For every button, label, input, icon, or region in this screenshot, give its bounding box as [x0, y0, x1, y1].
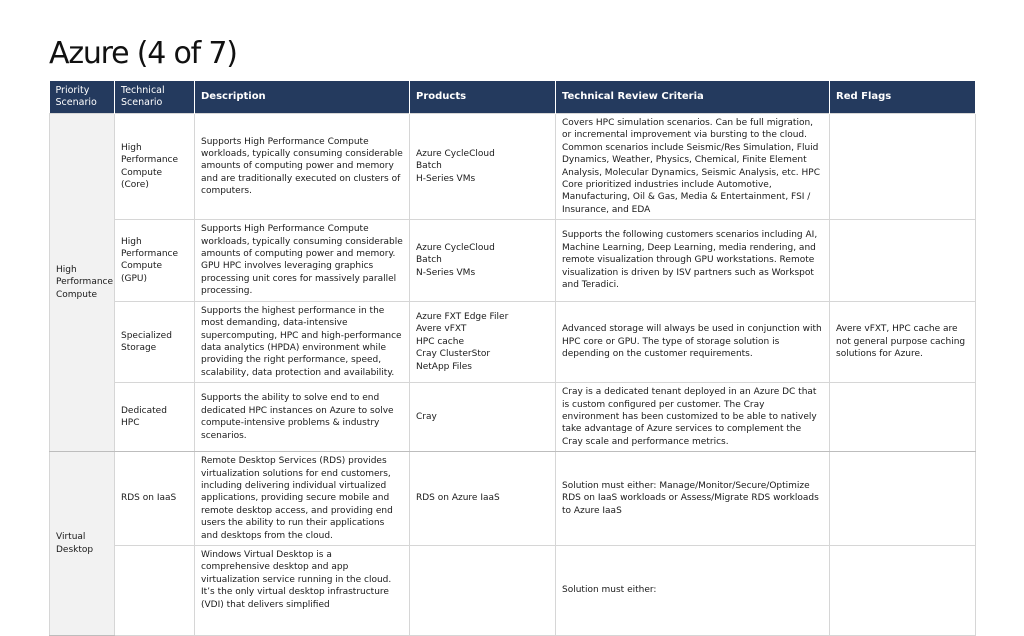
criteria-cell: Solution must either: — [556, 546, 830, 636]
product-item: H-Series VMs — [416, 173, 476, 184]
products-cell — [410, 383, 556, 452]
table-row — [50, 452, 976, 546]
product-item: RDS on Azure IaaS — [416, 493, 500, 504]
description-cell: Remote Desktop Services (RDS) provides virtualization solutions for end customers, including delivering individual virtualized applications, providing secure mobile and remote desktop access, and providing end users the ability to run their applications and desktops from the cloud. — [195, 452, 410, 546]
red-flags-cell — [830, 452, 976, 546]
criteria-cell: Covers HPC simulation scenarios. Can be full migration, or incremental improvement via bursting to the cloud. Common scenarios include Seismic/Res Simulation, Fluid Dynamics, Weather, Physics, Chemical, Finite Element Analysis, Molecular Dynamics, Seismic Analysis, etc. HPC Core prioritized industries include Automotive, Manufacturing, Oil & Gas, Media & Entertainment, FSI / Insurance, and EDA — [556, 114, 830, 220]
header-technical-review-criteria: Technical Review Criteria — [556, 81, 830, 114]
description-cell: Supports High Performance Compute workloads, typically consuming considerable amounts of computing power and memory and are traditionally executed on clusters of computers. — [195, 114, 410, 220]
products-cell — [410, 220, 556, 301]
red-flags-cell — [830, 114, 976, 220]
table-row — [50, 546, 976, 636]
table-row — [50, 301, 976, 382]
product-item: Azure CycleCloud — [416, 242, 495, 253]
product-item: N-Series VMs — [416, 267, 476, 278]
technical-scenario-cell: High Performance Compute (Core) — [115, 114, 195, 220]
product-item: Azure CycleCloud — [416, 149, 495, 160]
priority-scenario-cell: Virtual Desktop — [50, 452, 115, 636]
description-cell: Supports the ability to solve end to end dedicated HPC instances on Azure to solve compute-intensive problems & industry scenarios. — [195, 383, 410, 452]
criteria-cell: Supports the following customers scenarios including AI, Machine Learning, Deep Learning, media rendering, and remote visualization through GPU workstations. Remote visualization is driven by ISV partners such as Workspot and Teradici. — [556, 220, 830, 301]
red-flags-cell — [830, 383, 976, 452]
product-item: NetApp Files — [416, 361, 472, 372]
header-red-flags: Red Flags — [830, 81, 976, 114]
product-item: HPC cache — [416, 336, 464, 347]
products-cell — [410, 452, 556, 546]
priority-scenario-cell: High Performance Compute — [50, 114, 115, 452]
red-flags-cell: Avere vFXT, HPC cache are not general purpose caching solutions for Azure. — [830, 301, 976, 382]
red-flags-cell — [830, 546, 976, 636]
technical-scenario-cell: Dedicated HPC — [115, 383, 195, 452]
table-row — [50, 114, 976, 220]
description-cell: Windows Virtual Desktop is a comprehensive desktop and app virtualization service running in the cloud. It’s the only virtual desktop infrastructure (VDI) that delivers simplified — [195, 546, 410, 636]
product-item: Azure FXT Edge Filer — [416, 311, 509, 322]
product-item: Avere vFXT — [416, 324, 467, 335]
table-header-row — [50, 81, 976, 114]
description-cell: Supports High Performance Compute workloads, typically consuming considerable amounts of computing power and memory. GPU HPC involves leveraging graphics processing unit cores for massively parallel processing. — [195, 220, 410, 301]
page-title: Azure (4 of 7) — [49, 36, 237, 71]
description-cell: Supports the highest performance in the most demanding, data-intensive supercomputing, HPC and high-performance data analytics (HPDA) environment while providing the right performance, speed, scalability, data protection and availability. — [195, 301, 410, 382]
red-flags-cell — [830, 220, 976, 301]
technical-scenario-cell: Specialized Storage — [115, 301, 195, 382]
table-row — [50, 220, 976, 301]
technical-scenario-cell — [115, 546, 195, 636]
header-description: Description — [195, 81, 410, 114]
criteria-cell: Advanced storage will always be used in conjunction with HPC core or GPU. The type of storage solution is depending on the customer requirements. — [556, 301, 830, 382]
criteria-cell: Cray is a dedicated tenant deployed in an Azure DC that is custom configured per customer. The Cray environment has been customized to be able to natively take advantage of Azure services to complement the Cray scale and performance metrics. — [556, 383, 830, 452]
technical-review-table — [49, 81, 976, 636]
header-products: Products — [410, 81, 556, 114]
products-cell — [410, 301, 556, 382]
product-item: Cray ClusterStor — [416, 349, 491, 360]
criteria-cell: Solution must either: Manage/Monitor/Secure/Optimize RDS on IaaS workloads or Assess/Migrate RDS workloads to Azure IaaS — [556, 452, 830, 546]
technical-scenario-cell: RDS on IaaS — [115, 452, 195, 546]
product-item: Cray — [416, 411, 437, 422]
technical-scenario-cell: High Performance Compute (GPU) — [115, 220, 195, 301]
product-item: Batch — [416, 255, 442, 266]
header-priority-scenario: Priority Scenario — [50, 81, 115, 114]
header-technical-scenario: Technical Scenario — [115, 81, 195, 114]
products-cell — [410, 114, 556, 220]
table-row — [50, 383, 976, 452]
product-item: Batch — [416, 161, 442, 172]
products-cell — [410, 546, 556, 636]
